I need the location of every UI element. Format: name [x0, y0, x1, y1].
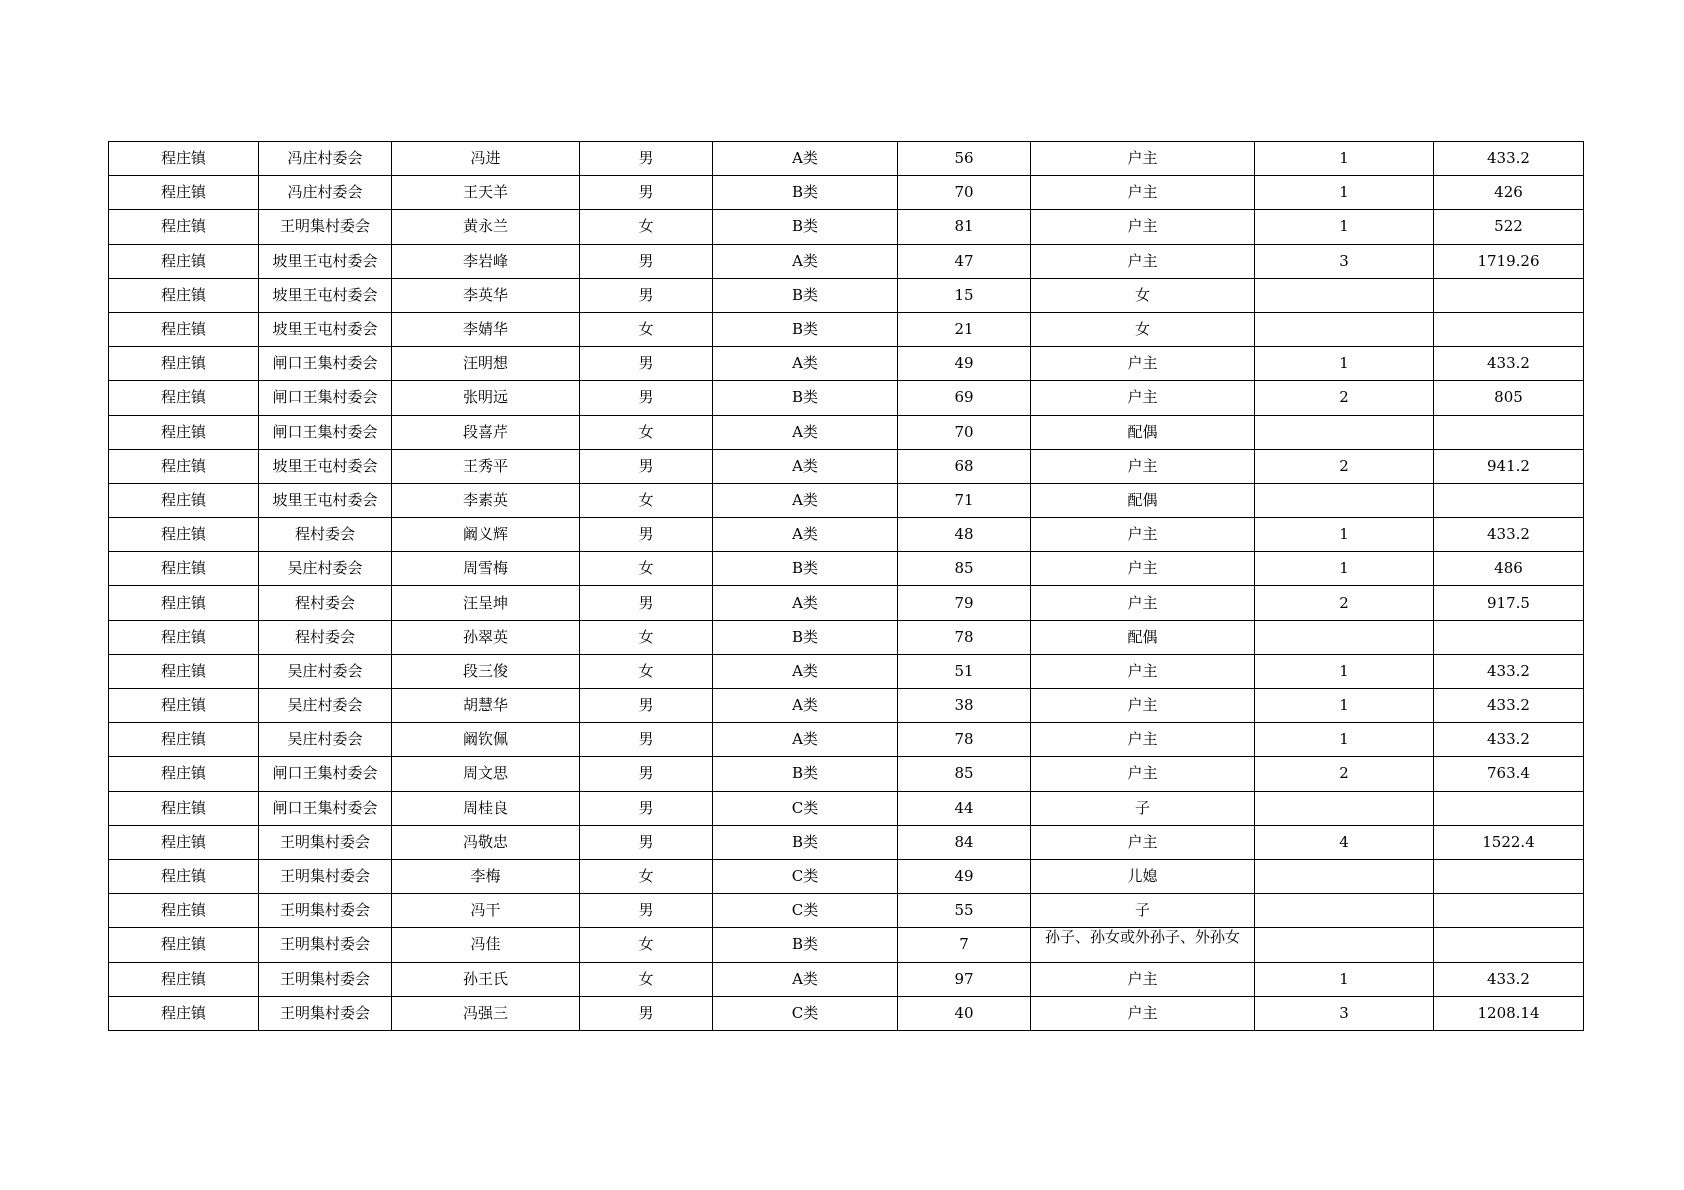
cell-relation: 户主: [1031, 654, 1255, 688]
cell-relation: 户主: [1031, 518, 1255, 552]
cell-age: 38: [898, 689, 1031, 723]
cell-household-size: 1: [1255, 142, 1434, 176]
cell-category: B类: [713, 757, 898, 791]
cell-amount: 1719.26: [1434, 244, 1584, 278]
cell-household-size: [1255, 791, 1434, 825]
cell-category: A类: [713, 483, 898, 517]
cell-category: C类: [713, 859, 898, 893]
cell-age: 56: [898, 142, 1031, 176]
cell-age: 69: [898, 381, 1031, 415]
cell-town: 程庄镇: [109, 894, 259, 928]
cell-category: A类: [713, 449, 898, 483]
cell-amount: 941.2: [1434, 449, 1584, 483]
cell-town: 程庄镇: [109, 142, 259, 176]
cell-category: B类: [713, 312, 898, 346]
cell-village: 王明集村委会: [259, 825, 392, 859]
cell-amount: 433.2: [1434, 142, 1584, 176]
cell-village: 王明集村委会: [259, 962, 392, 996]
cell-relation: 女: [1031, 312, 1255, 346]
cell-household-size: [1255, 928, 1434, 962]
cell-household-size: 1: [1255, 210, 1434, 244]
cell-relation: 户主: [1031, 381, 1255, 415]
cell-gender: 男: [580, 757, 713, 791]
cell-village: 王明集村委会: [259, 928, 392, 962]
table-row: [109, 449, 1584, 483]
cell-town: 程庄镇: [109, 791, 259, 825]
cell-village: 闸口王集村委会: [259, 791, 392, 825]
cell-amount: [1434, 278, 1584, 312]
cell-amount: [1434, 928, 1584, 962]
cell-name: 李英华: [392, 278, 580, 312]
cell-village: 吴庄村委会: [259, 654, 392, 688]
cell-village: 程村委会: [259, 620, 392, 654]
table-row: [109, 757, 1584, 791]
table-row: [109, 415, 1584, 449]
cell-town: 程庄镇: [109, 312, 259, 346]
cell-household-size: [1255, 483, 1434, 517]
cell-age: 15: [898, 278, 1031, 312]
table-row: [109, 518, 1584, 552]
cell-category: A类: [713, 586, 898, 620]
cell-category: A类: [713, 347, 898, 381]
cell-gender: 男: [580, 518, 713, 552]
cell-name: 李素英: [392, 483, 580, 517]
cell-category: A类: [713, 244, 898, 278]
cell-household-size: 2: [1255, 381, 1434, 415]
cell-amount: [1434, 415, 1584, 449]
cell-relation: 户主: [1031, 962, 1255, 996]
cell-town: 程庄镇: [109, 859, 259, 893]
cell-town: 程庄镇: [109, 928, 259, 962]
cell-age: 81: [898, 210, 1031, 244]
cell-relation: 子: [1031, 791, 1255, 825]
cell-town: 程庄镇: [109, 518, 259, 552]
cell-household-size: [1255, 312, 1434, 346]
table-row: [109, 996, 1584, 1030]
cell-household-size: 1: [1255, 347, 1434, 381]
cell-relation: 户主: [1031, 449, 1255, 483]
cell-name: 孙王氏: [392, 962, 580, 996]
cell-category: B类: [713, 210, 898, 244]
cell-name: 孙翠英: [392, 620, 580, 654]
cell-amount: 805: [1434, 381, 1584, 415]
cell-age: 47: [898, 244, 1031, 278]
cell-household-size: 1: [1255, 962, 1434, 996]
cell-town: 程庄镇: [109, 210, 259, 244]
cell-amount: 1522.4: [1434, 825, 1584, 859]
cell-name: 冯进: [392, 142, 580, 176]
cell-town: 程庄镇: [109, 449, 259, 483]
cell-name: 周桂良: [392, 791, 580, 825]
cell-gender: 男: [580, 996, 713, 1030]
cell-household-size: [1255, 894, 1434, 928]
cell-relation: 户主: [1031, 586, 1255, 620]
cell-age: 49: [898, 859, 1031, 893]
cell-category: A类: [713, 142, 898, 176]
cell-relation: 女: [1031, 278, 1255, 312]
cell-name: 冯强三: [392, 996, 580, 1030]
cell-age: 84: [898, 825, 1031, 859]
cell-village: 吴庄村委会: [259, 552, 392, 586]
cell-age: 55: [898, 894, 1031, 928]
cell-name: 阚钦佩: [392, 723, 580, 757]
cell-amount: 426: [1434, 176, 1584, 210]
cell-household-size: 4: [1255, 825, 1434, 859]
cell-household-size: 1: [1255, 552, 1434, 586]
cell-gender: 女: [580, 620, 713, 654]
cell-relation: 配偶: [1031, 415, 1255, 449]
cell-category: A类: [713, 723, 898, 757]
cell-gender: 女: [580, 928, 713, 962]
cell-household-size: 1: [1255, 176, 1434, 210]
cell-amount: 433.2: [1434, 518, 1584, 552]
cell-category: A类: [713, 689, 898, 723]
cell-age: 85: [898, 757, 1031, 791]
cell-household-size: 2: [1255, 757, 1434, 791]
table-row: [109, 620, 1584, 654]
cell-town: 程庄镇: [109, 620, 259, 654]
cell-category: A类: [713, 415, 898, 449]
cell-category: B类: [713, 278, 898, 312]
cell-name: 李婧华: [392, 312, 580, 346]
cell-gender: 女: [580, 210, 713, 244]
data-table: [108, 141, 1584, 1031]
cell-village: 坡里王屯村委会: [259, 483, 392, 517]
cell-amount: [1434, 859, 1584, 893]
cell-gender: 男: [580, 381, 713, 415]
cell-relation: [1031, 928, 1255, 962]
cell-household-size: 2: [1255, 449, 1434, 483]
cell-household-size: 1: [1255, 723, 1434, 757]
table-row: [109, 859, 1584, 893]
cell-household-size: [1255, 415, 1434, 449]
cell-name: 冯干: [392, 894, 580, 928]
cell-household-size: 1: [1255, 518, 1434, 552]
cell-amount: 433.2: [1434, 654, 1584, 688]
cell-town: 程庄镇: [109, 381, 259, 415]
cell-age: 71: [898, 483, 1031, 517]
cell-relation: 户主: [1031, 142, 1255, 176]
cell-category: A类: [713, 962, 898, 996]
cell-town: 程庄镇: [109, 962, 259, 996]
cell-gender: 女: [580, 962, 713, 996]
cell-name: 张明远: [392, 381, 580, 415]
cell-village: 王明集村委会: [259, 996, 392, 1030]
cell-gender: 男: [580, 278, 713, 312]
cell-category: A类: [713, 518, 898, 552]
table-row: [109, 381, 1584, 415]
cell-name: 李梅: [392, 859, 580, 893]
cell-village: 程村委会: [259, 586, 392, 620]
cell-household-size: [1255, 278, 1434, 312]
cell-gender: 男: [580, 791, 713, 825]
cell-amount: 486: [1434, 552, 1584, 586]
table-row: [109, 312, 1584, 346]
cell-household-size: 2: [1255, 586, 1434, 620]
cell-age: 44: [898, 791, 1031, 825]
cell-relation: 户主: [1031, 757, 1255, 791]
table-row: [109, 825, 1584, 859]
table-body: [109, 142, 1584, 1031]
cell-village: 吴庄村委会: [259, 689, 392, 723]
cell-relation: 户主: [1031, 825, 1255, 859]
cell-gender: 男: [580, 825, 713, 859]
cell-town: 程庄镇: [109, 244, 259, 278]
cell-gender: 女: [580, 552, 713, 586]
cell-relation: 户主: [1031, 210, 1255, 244]
table-row: [109, 928, 1584, 962]
cell-gender: 男: [580, 449, 713, 483]
cell-village: 闸口王集村委会: [259, 415, 392, 449]
cell-category: A类: [713, 654, 898, 688]
cell-relation: 户主: [1031, 552, 1255, 586]
cell-town: 程庄镇: [109, 689, 259, 723]
cell-relation: 配偶: [1031, 620, 1255, 654]
cell-village: 闸口王集村委会: [259, 757, 392, 791]
cell-amount: [1434, 312, 1584, 346]
cell-age: 51: [898, 654, 1031, 688]
cell-age: 97: [898, 962, 1031, 996]
table-row: [109, 552, 1584, 586]
cell-category: B类: [713, 381, 898, 415]
cell-amount: [1434, 894, 1584, 928]
table-row: [109, 689, 1584, 723]
cell-category: C类: [713, 996, 898, 1030]
cell-age: 68: [898, 449, 1031, 483]
cell-village: 吴庄村委会: [259, 723, 392, 757]
cell-town: 程庄镇: [109, 347, 259, 381]
cell-age: 79: [898, 586, 1031, 620]
cell-village: 王明集村委会: [259, 210, 392, 244]
cell-village: 坡里王屯村委会: [259, 244, 392, 278]
cell-amount: 433.2: [1434, 347, 1584, 381]
cell-age: 78: [898, 620, 1031, 654]
cell-town: 程庄镇: [109, 586, 259, 620]
cell-gender: 男: [580, 894, 713, 928]
cell-amount: 433.2: [1434, 689, 1584, 723]
cell-relation: 户主: [1031, 996, 1255, 1030]
cell-relation: 户主: [1031, 689, 1255, 723]
cell-relation: 户主: [1031, 347, 1255, 381]
cell-village: 坡里王屯村委会: [259, 449, 392, 483]
cell-relation: 户主: [1031, 244, 1255, 278]
cell-gender: 男: [580, 347, 713, 381]
table-row: [109, 723, 1584, 757]
cell-household-size: 3: [1255, 996, 1434, 1030]
cell-gender: 女: [580, 859, 713, 893]
cell-relation: 配偶: [1031, 483, 1255, 517]
cell-town: 程庄镇: [109, 415, 259, 449]
cell-household-size: 1: [1255, 654, 1434, 688]
cell-name: 周雪梅: [392, 552, 580, 586]
cell-town: 程庄镇: [109, 654, 259, 688]
cell-village: 王明集村委会: [259, 859, 392, 893]
cell-name: 段三俊: [392, 654, 580, 688]
cell-age: 21: [898, 312, 1031, 346]
table-row: [109, 654, 1584, 688]
cell-name: 李岩峰: [392, 244, 580, 278]
cell-name: 胡慧华: [392, 689, 580, 723]
cell-gender: 女: [580, 483, 713, 517]
cell-village: 程村委会: [259, 518, 392, 552]
cell-village: 闸口王集村委会: [259, 381, 392, 415]
table-row: [109, 176, 1584, 210]
cell-age: 48: [898, 518, 1031, 552]
cell-age: 70: [898, 415, 1031, 449]
cell-village: 冯庄村委会: [259, 176, 392, 210]
cell-name: 段喜芹: [392, 415, 580, 449]
table-row: [109, 894, 1584, 928]
cell-town: 程庄镇: [109, 278, 259, 312]
cell-age: 85: [898, 552, 1031, 586]
cell-amount: 763.4: [1434, 757, 1584, 791]
cell-age: 70: [898, 176, 1031, 210]
cell-amount: 1208.14: [1434, 996, 1584, 1030]
table-row: [109, 586, 1584, 620]
cell-village: 闸口王集村委会: [259, 347, 392, 381]
cell-town: 程庄镇: [109, 176, 259, 210]
cell-category: B类: [713, 928, 898, 962]
cell-name: 王天羊: [392, 176, 580, 210]
cell-relation: 户主: [1031, 723, 1255, 757]
cell-age: 49: [898, 347, 1031, 381]
cell-relation: 户主: [1031, 176, 1255, 210]
cell-category: B类: [713, 620, 898, 654]
cell-village: 王明集村委会: [259, 894, 392, 928]
cell-name: 汪明想: [392, 347, 580, 381]
table-row: [109, 142, 1584, 176]
cell-gender: 男: [580, 723, 713, 757]
cell-gender: 女: [580, 312, 713, 346]
cell-amount: [1434, 620, 1584, 654]
cell-category: C类: [713, 791, 898, 825]
cell-category: C类: [713, 894, 898, 928]
cell-gender: 男: [580, 244, 713, 278]
cell-village: 坡里王屯村委会: [259, 312, 392, 346]
cell-town: 程庄镇: [109, 825, 259, 859]
cell-age: 40: [898, 996, 1031, 1030]
cell-name: 黄永兰: [392, 210, 580, 244]
cell-age: 78: [898, 723, 1031, 757]
cell-category: B类: [713, 825, 898, 859]
cell-relation: 儿媳: [1031, 859, 1255, 893]
cell-village: 坡里王屯村委会: [259, 278, 392, 312]
cell-gender: 男: [580, 689, 713, 723]
cell-town: 程庄镇: [109, 723, 259, 757]
cell-household-size: [1255, 620, 1434, 654]
cell-town: 程庄镇: [109, 483, 259, 517]
table-row: [109, 278, 1584, 312]
cell-category: B类: [713, 176, 898, 210]
table-row: [109, 962, 1584, 996]
cell-name: 汪呈坤: [392, 586, 580, 620]
cell-town: 程庄镇: [109, 552, 259, 586]
table-row: [109, 210, 1584, 244]
cell-amount: 522: [1434, 210, 1584, 244]
cell-name: 王秀平: [392, 449, 580, 483]
cell-gender: 男: [580, 586, 713, 620]
table-row: [109, 483, 1584, 517]
cell-name: 冯佳: [392, 928, 580, 962]
cell-amount: [1434, 791, 1584, 825]
cell-household-size: [1255, 859, 1434, 893]
cell-town: 程庄镇: [109, 757, 259, 791]
cell-age: 7: [898, 928, 1031, 962]
cell-household-size: 3: [1255, 244, 1434, 278]
cell-amount: 433.2: [1434, 723, 1584, 757]
table-row: [109, 791, 1584, 825]
cell-name: 周文思: [392, 757, 580, 791]
cell-village: 冯庄村委会: [259, 142, 392, 176]
table-row: [109, 244, 1584, 278]
cell-name: 阚义辉: [392, 518, 580, 552]
cell-amount: 917.5: [1434, 586, 1584, 620]
cell-gender: 男: [580, 142, 713, 176]
cell-amount: [1434, 483, 1584, 517]
cell-name: 冯敬忠: [392, 825, 580, 859]
cell-town: 程庄镇: [109, 996, 259, 1030]
cell-relation-text: 孙子、孙女或外孙子、外孙女: [1044, 928, 1240, 947]
table-row: [109, 347, 1584, 381]
cell-gender: 女: [580, 654, 713, 688]
cell-gender: 男: [580, 176, 713, 210]
cell-amount: 433.2: [1434, 962, 1584, 996]
cell-category: B类: [713, 552, 898, 586]
cell-household-size: 1: [1255, 689, 1434, 723]
cell-relation: 子: [1031, 894, 1255, 928]
cell-gender: 女: [580, 415, 713, 449]
